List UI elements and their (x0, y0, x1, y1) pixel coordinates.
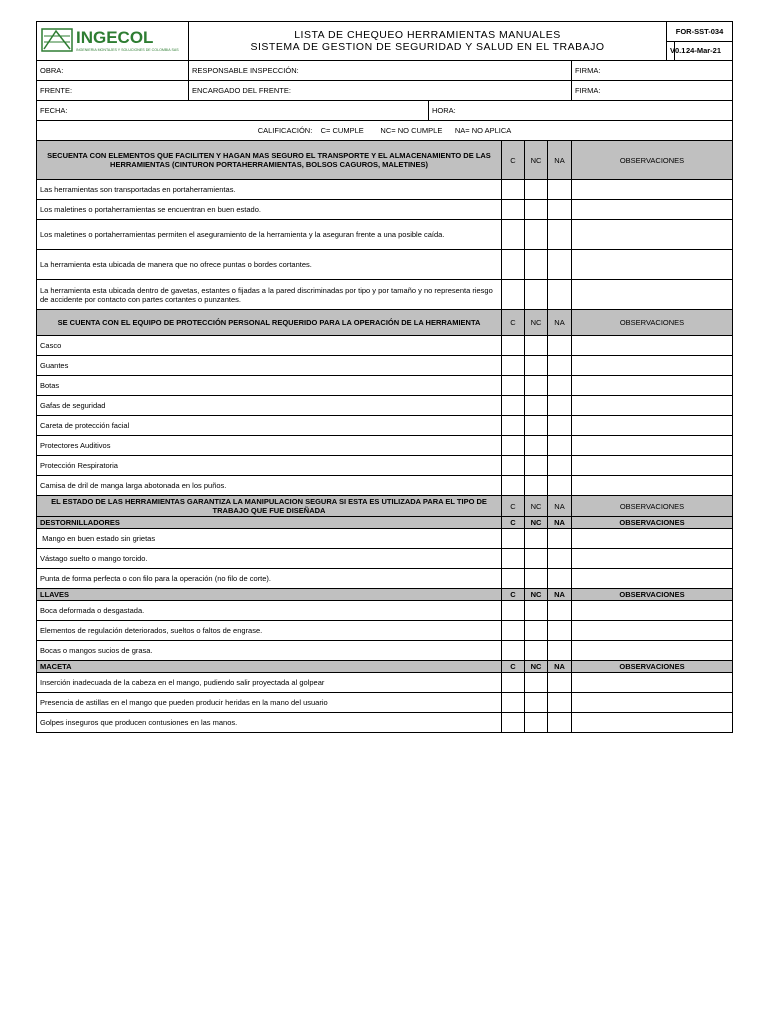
check-na[interactable] (548, 180, 572, 200)
field-encargado[interactable]: ENCARGADO DEL FRENTE: (189, 81, 572, 101)
check-nc[interactable] (525, 641, 548, 661)
check-c[interactable] (502, 220, 525, 250)
check-c[interactable] (502, 529, 525, 549)
col-nc: NC (525, 141, 548, 180)
checklist-item: Las herramientas son transportadas en portaherramientas. (37, 180, 502, 200)
observation-cell[interactable] (572, 336, 733, 356)
check-nc[interactable] (525, 336, 548, 356)
checklist-item: Protectores Auditivos (37, 436, 502, 456)
check-na[interactable] (548, 200, 572, 220)
check-c[interactable] (502, 713, 525, 733)
field-responsable[interactable]: RESPONSABLE INSPECCIÓN: (189, 61, 572, 81)
check-na[interactable] (548, 336, 572, 356)
observation-cell[interactable] (572, 673, 733, 693)
col-c: C (502, 589, 525, 601)
checklist-item: La herramienta esta ubicada dentro de gavetas, estantes o fijadas a la pared discriminadas por tipo y por tamaño y no representa riesgo de accidente por contacto con partes cortantes o punzantes. (37, 280, 502, 310)
check-nc[interactable] (525, 713, 548, 733)
check-c[interactable] (502, 356, 525, 376)
observation-cell[interactable] (572, 416, 733, 436)
check-na[interactable] (548, 280, 572, 310)
logo-wordmark: INGECOL (75, 28, 153, 47)
logo-tagline: INGENIERIA MONTAJES Y SOLUCIONES DE COLOMBIA SAS (75, 48, 179, 52)
observation-cell[interactable] (572, 376, 733, 396)
observation-cell[interactable] (572, 693, 733, 713)
checklist-item: Golpes inseguros que producen contusiones en las manos. (37, 713, 502, 733)
checklist-sheet (36, 21, 732, 733)
field-firma-1[interactable]: FIRMA: (572, 61, 733, 81)
checklist-item: Los maletines o portaherramientas permiten el aseguramiento de la herramienta y la aseguran frente a una posible caída. (37, 220, 502, 250)
check-c[interactable] (502, 396, 525, 416)
check-na[interactable] (548, 569, 572, 589)
section-1-title: SECUENTA CON ELEMENTOS QUE FACILITEN Y HAGAN MAS SEGURO EL TRANSPORTE Y EL ALMACENAMIENTO DE LAS HERRAMIENTAS (CINTURON PORTAHERRAMIENTAS, BOLSOS CAGUROS, MALETINES) (37, 141, 502, 180)
title-line1: LISTA DE CHEQUEO HERRAMIENTAS MANUALES (294, 29, 561, 41)
check-c[interactable] (502, 601, 525, 621)
check-na[interactable] (548, 416, 572, 436)
col-c: C (502, 310, 525, 336)
document-code: FOR-SST-034 (667, 22, 733, 42)
group-llaves: LLAVES (37, 589, 502, 601)
check-na[interactable] (548, 693, 572, 713)
observation-cell[interactable] (572, 713, 733, 733)
checklist-item: Elementos de regulación deteriorados, sueltos o faltos de engrase. (37, 621, 502, 641)
col-nc: NC (525, 589, 548, 601)
ingecol-logo-icon (40, 24, 186, 58)
checklist-item: La herramienta esta ubicada de manera que no ofrece puntas o bordes cortantes. (37, 250, 502, 280)
col-na: NA (548, 589, 572, 601)
check-nc[interactable] (525, 416, 548, 436)
col-observaciones: OBSERVACIONES (572, 661, 733, 673)
check-na[interactable] (548, 713, 572, 733)
group-maceta: MACETA (37, 661, 502, 673)
checklist-item: Gafas de seguridad (37, 396, 502, 416)
observation-cell[interactable] (572, 280, 733, 310)
observation-cell[interactable] (572, 396, 733, 416)
check-nc[interactable] (525, 569, 548, 589)
check-nc[interactable] (525, 356, 548, 376)
check-nc[interactable] (525, 621, 548, 641)
check-nc[interactable] (525, 476, 548, 496)
checklist-item: Careta de protección facial (37, 416, 502, 436)
check-na[interactable] (548, 673, 572, 693)
check-nc[interactable] (525, 456, 548, 476)
field-hora[interactable]: HORA: (429, 101, 733, 121)
check-c[interactable] (502, 200, 525, 220)
check-c[interactable] (502, 250, 525, 280)
observation-cell[interactable] (572, 641, 733, 661)
check-na[interactable] (548, 396, 572, 416)
check-nc[interactable] (525, 436, 548, 456)
col-nc: NC (525, 661, 548, 673)
checklist-table (36, 21, 733, 733)
checklist-item: Camisa de dril de manga larga abotonada en los puños. (37, 476, 502, 496)
col-na: NA (548, 517, 572, 529)
col-observaciones: OBSERVACIONES (572, 141, 733, 180)
document-date: 24-Mar-21 (675, 41, 733, 61)
check-na[interactable] (548, 621, 572, 641)
check-nc[interactable] (525, 250, 548, 280)
field-firma-2[interactable]: FIRMA: (572, 81, 733, 101)
check-na[interactable] (548, 641, 572, 661)
document-title (189, 22, 667, 61)
col-nc: NC (525, 310, 548, 336)
checklist-item: Boca deformada o desgastada. (37, 601, 502, 621)
check-na[interactable] (548, 250, 572, 280)
check-c[interactable] (502, 416, 525, 436)
col-na: NA (548, 661, 572, 673)
checklist-item: Botas (37, 376, 502, 396)
col-c: C (502, 661, 525, 673)
check-nc[interactable] (525, 601, 548, 621)
check-c[interactable] (502, 673, 525, 693)
col-observaciones: OBSERVACIONES (572, 589, 733, 601)
company-logo (37, 22, 188, 60)
check-c[interactable] (502, 280, 525, 310)
check-na[interactable] (548, 220, 572, 250)
col-na: NA (548, 310, 572, 336)
observation-cell[interactable] (572, 549, 733, 569)
check-c[interactable] (502, 569, 525, 589)
section-2-title: SE CUENTA CON EL EQUIPO DE PROTECCIÓN PERSONAL REQUERIDO PARA LA OPERACIÓN DE LA HERRAMIENTA (37, 310, 502, 336)
check-na[interactable] (548, 476, 572, 496)
check-c[interactable] (502, 376, 525, 396)
col-c: C (502, 141, 525, 180)
observation-cell[interactable] (572, 436, 733, 456)
document-version: V0.1 (667, 41, 675, 61)
observation-cell[interactable] (572, 476, 733, 496)
col-observaciones: OBSERVACIONES (572, 310, 733, 336)
col-na: NA (548, 141, 572, 180)
check-c[interactable] (502, 336, 525, 356)
col-nc: NC (525, 496, 548, 517)
observation-cell[interactable] (572, 601, 733, 621)
checklist-item: Protección Respiratoria (37, 456, 502, 476)
title-line2: SISTEMA DE GESTION DE SEGURIDAD Y SALUD EN EL TRABAJO (250, 41, 605, 53)
check-nc[interactable] (525, 220, 548, 250)
logo-cell (37, 22, 189, 61)
check-c[interactable] (502, 476, 525, 496)
col-c: C (502, 496, 525, 517)
checklist-item: Casco (37, 336, 502, 356)
field-fecha[interactable]: FECHA: (37, 101, 429, 121)
section-3-title: EL ESTADO DE LAS HERRAMIENTAS GARANTIZA LA MANIPULACION SEGURA SI ESTA ES UTILIZADA PARA EL TIPO DE TRABAJO QUE FUE DISEÑADA (37, 496, 502, 517)
check-nc[interactable] (525, 376, 548, 396)
check-nc[interactable] (525, 280, 548, 310)
check-nc[interactable] (525, 396, 548, 416)
check-c[interactable] (502, 641, 525, 661)
check-c[interactable] (502, 436, 525, 456)
check-nc[interactable] (525, 529, 548, 549)
check-nc[interactable] (525, 200, 548, 220)
observation-cell[interactable] (572, 569, 733, 589)
check-na[interactable] (548, 549, 572, 569)
check-na[interactable] (548, 456, 572, 476)
observation-cell[interactable] (572, 180, 733, 200)
col-observaciones: OBSERVACIONES (572, 496, 733, 517)
observation-cell[interactable] (572, 529, 733, 549)
col-observaciones: OBSERVACIONES (572, 517, 733, 529)
checklist-item: Vástago suelto o mango torcido. (37, 549, 502, 569)
check-nc[interactable] (525, 673, 548, 693)
rating-legend: CALIFICACIÓN: C= CUMPLE NC= NO CUMPLE NA= NO APLICA (37, 121, 733, 141)
field-frente[interactable]: FRENTE: (37, 81, 189, 101)
col-c: C (502, 517, 525, 529)
col-na: NA (548, 496, 572, 517)
check-na[interactable] (548, 436, 572, 456)
check-na[interactable] (548, 601, 572, 621)
field-obra[interactable]: OBRA: (37, 61, 189, 81)
col-nc: NC (525, 517, 548, 529)
check-nc[interactable] (525, 549, 548, 569)
observation-cell[interactable] (572, 621, 733, 641)
check-na[interactable] (548, 529, 572, 549)
check-c[interactable] (502, 456, 525, 476)
observation-cell[interactable] (572, 250, 733, 280)
check-na[interactable] (548, 376, 572, 396)
checklist-item: Inserción inadecuada de la cabeza en el mango, pudiendo salir proyectada al golpear (37, 673, 502, 693)
checklist-item: Guantes (37, 356, 502, 376)
check-c[interactable] (502, 180, 525, 200)
checklist-item: Los maletines o portaherramientas se encuentran en buen estado. (37, 200, 502, 220)
checklist-item: Mango en buen estado sin grietas (37, 529, 502, 549)
checklist-item: Presencia de astillas en el mango que pueden producir heridas en la mano del usuario (37, 693, 502, 713)
observation-cell[interactable] (572, 456, 733, 476)
check-na[interactable] (548, 356, 572, 376)
check-nc[interactable] (525, 693, 548, 713)
observation-cell[interactable] (572, 220, 733, 250)
check-c[interactable] (502, 693, 525, 713)
observation-cell[interactable] (572, 200, 733, 220)
check-nc[interactable] (525, 180, 548, 200)
observation-cell[interactable] (572, 356, 733, 376)
checklist-item: Punta de forma perfecta o con filo para la operación (no filo de corte). (37, 569, 502, 589)
checklist-item: Bocas o mangos sucios de grasa. (37, 641, 502, 661)
check-c[interactable] (502, 621, 525, 641)
group-destornilladores: DESTORNILLADORES (37, 517, 502, 529)
check-c[interactable] (502, 549, 525, 569)
